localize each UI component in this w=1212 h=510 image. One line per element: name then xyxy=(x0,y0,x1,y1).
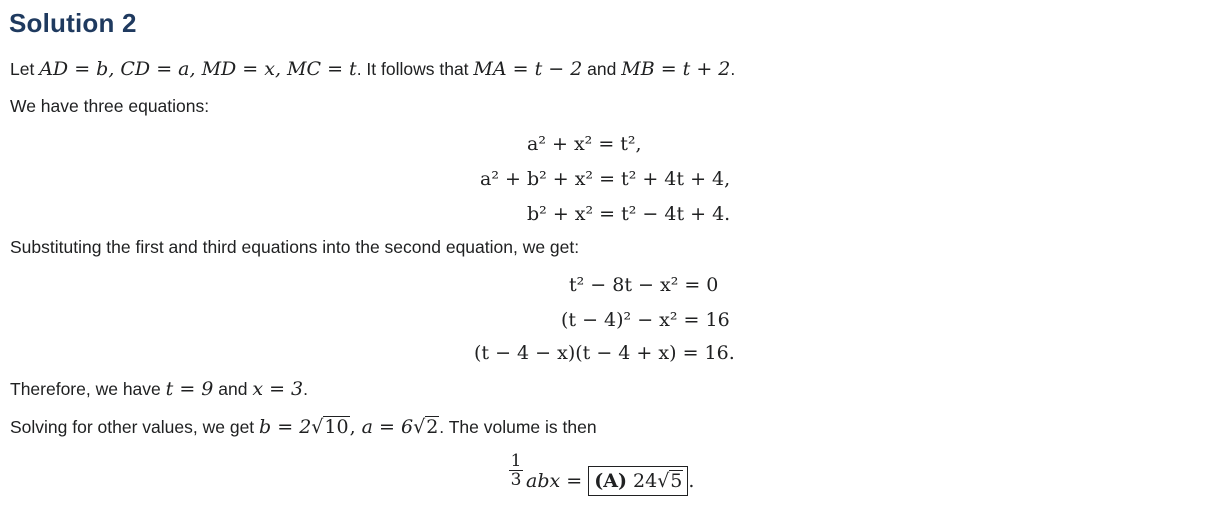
intro-line xyxy=(10,58,735,80)
a-sqrt: √2 xyxy=(413,416,439,438)
t-value: t = 9 xyxy=(165,378,214,400)
b-sqrt: √10 xyxy=(311,416,349,438)
intro-and: and xyxy=(582,59,622,79)
equation-2: a² + b² + x² = t² + 4t + 4, xyxy=(480,168,731,190)
answer-box xyxy=(588,466,688,496)
intro-middle: . It follows that xyxy=(356,59,474,79)
x-value: x = 3 xyxy=(252,378,304,400)
answer-coefficient: 24 xyxy=(633,470,658,492)
fraction-denominator: 3 xyxy=(510,470,522,490)
solution-heading: Solution 2 xyxy=(9,8,137,38)
a-value-lhs: a = 6 xyxy=(361,416,414,438)
variable-definitions: AD = b, CD = a, MD = x, MC = t xyxy=(39,58,357,80)
equation-5: (t − 4)² − x² = 16 xyxy=(561,309,730,331)
final-expression xyxy=(526,466,694,496)
one-third-fraction xyxy=(509,452,523,489)
fraction-numerator: 1 xyxy=(510,451,522,471)
solving-line xyxy=(10,416,597,438)
ma-expression: MA = t − 2 xyxy=(473,58,583,80)
final-period: . xyxy=(688,470,695,492)
therefore-line xyxy=(10,378,308,400)
equation-1: a² + x² = t², xyxy=(527,133,642,155)
equation-3: b² + x² = t² − 4t + 4. xyxy=(527,203,731,225)
intro-suffix: . xyxy=(730,59,736,79)
intro-prefix: Let xyxy=(10,59,40,79)
mb-expression: MB = t + 2 xyxy=(621,58,731,80)
a-radicand: 2 xyxy=(426,416,439,438)
answer-label: (A) xyxy=(594,470,627,492)
b-radicand: 10 xyxy=(324,416,349,438)
solving-suffix: . The volume is then xyxy=(439,417,597,437)
volume-expression: abx = xyxy=(526,470,583,492)
b-value-lhs: b = 2 xyxy=(259,416,312,438)
therefore-and: and xyxy=(213,379,253,399)
equation-6: (t − 4 − x)(t − 4 + x) = 16. xyxy=(474,342,735,364)
answer-sqrt: √5 xyxy=(657,470,683,492)
solving-prefix: Solving for other values, we get xyxy=(10,417,260,437)
therefore-prefix: Therefore, we have xyxy=(10,379,166,399)
three-equations-line: We have three equations: xyxy=(10,96,210,116)
solving-comma: , xyxy=(349,416,362,438)
answer-radicand: 5 xyxy=(670,470,683,492)
therefore-suffix: . xyxy=(303,379,308,399)
substituting-line: Substituting the first and third equations into the second equation, we get: xyxy=(10,237,580,257)
equation-4: t² − 8t − x² = 0 xyxy=(569,274,719,296)
